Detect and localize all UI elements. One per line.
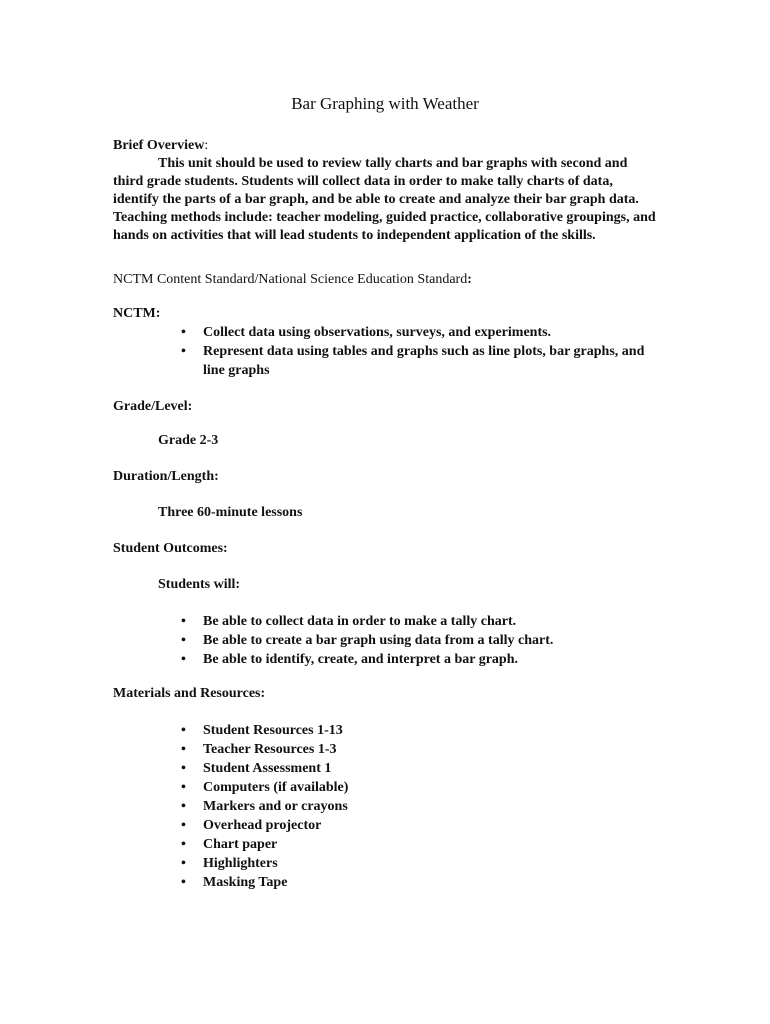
duration-label: Duration/Length: bbox=[113, 469, 219, 484]
standards-heading-colon: : bbox=[467, 272, 472, 287]
list-item: • Student Resources 1-13 bbox=[181, 723, 343, 738]
materials-label: Materials and Resources: bbox=[113, 686, 266, 701]
list-item: • Collect data using observations, surveys, and experiments. bbox=[181, 325, 552, 340]
bullet-icon: • bbox=[181, 614, 186, 629]
list-item: • Be able to collect data in order to make a tally chart. bbox=[181, 614, 517, 629]
list-item: • Represent data using tables and graphs such as line plots, bar graphs, and line graphs bbox=[181, 344, 645, 378]
list-item: • Be able to identify, create, and interpret a bar graph. bbox=[181, 652, 518, 667]
list-item: • Chart paper bbox=[181, 837, 278, 852]
bullet-icon: • bbox=[181, 723, 186, 738]
bullet-icon: • bbox=[181, 875, 186, 890]
outcomes-intro: Students will: bbox=[158, 577, 241, 592]
bullet-icon: • bbox=[181, 742, 186, 757]
overview-heading-text: Brief Overview bbox=[113, 138, 205, 153]
duration-value: Three 60-minute lessons bbox=[158, 505, 303, 520]
standards-heading bbox=[113, 271, 658, 289]
list-item: • Markers and or crayons bbox=[181, 799, 348, 814]
list-item: • Computers (if available) bbox=[181, 780, 349, 795]
bullet-icon: • bbox=[181, 761, 186, 776]
bullet-icon: • bbox=[181, 856, 186, 871]
bullet-icon: • bbox=[181, 780, 186, 795]
list-item: • Teacher Resources 1-3 bbox=[181, 742, 337, 757]
list-item: • Be able to create a bar graph using data from a tally chart. bbox=[181, 633, 554, 648]
nctm-label: NCTM: bbox=[113, 306, 161, 321]
bullet-icon: • bbox=[181, 837, 186, 852]
document-body bbox=[113, 137, 658, 892]
bullet-icon: • bbox=[181, 325, 186, 340]
list-item: • Highlighters bbox=[181, 856, 278, 871]
list-item: • Student Assessment 1 bbox=[181, 761, 332, 776]
outcomes-label: Student Outcomes: bbox=[113, 541, 228, 556]
bullet-icon: • bbox=[181, 344, 186, 359]
overview-heading-colon: : bbox=[204, 138, 209, 153]
bullet-icon: • bbox=[181, 633, 186, 648]
materials-list bbox=[113, 721, 658, 892]
overview-body: This unit should be used to review tally charts and bar graphs with second and third grade students. Students will collect data in order to make tally charts of data, identify the parts of a bar graph, and be able to create and analyze their bar graph data. Teaching methods include: teacher modeling, guided practice, collaborative groupings, and hands on activities that will lead students to independent application of the skills. bbox=[113, 156, 656, 243]
grade-value: Grade 2-3 bbox=[158, 433, 219, 448]
grade-label: Grade/Level: bbox=[113, 399, 193, 414]
outcomes-list bbox=[113, 612, 658, 669]
overview-heading bbox=[113, 137, 658, 155]
list-item: • Overhead projector bbox=[181, 818, 322, 833]
page-title: Bar Graphing with Weather bbox=[291, 94, 479, 113]
standards-heading-text: NCTM Content Standard/National Science Education Standard bbox=[113, 272, 468, 287]
bullet-icon: • bbox=[181, 652, 186, 667]
nctm-list bbox=[113, 323, 658, 380]
bullet-icon: • bbox=[181, 818, 186, 833]
list-item: • Masking Tape bbox=[181, 875, 288, 890]
bullet-icon: • bbox=[181, 799, 186, 814]
